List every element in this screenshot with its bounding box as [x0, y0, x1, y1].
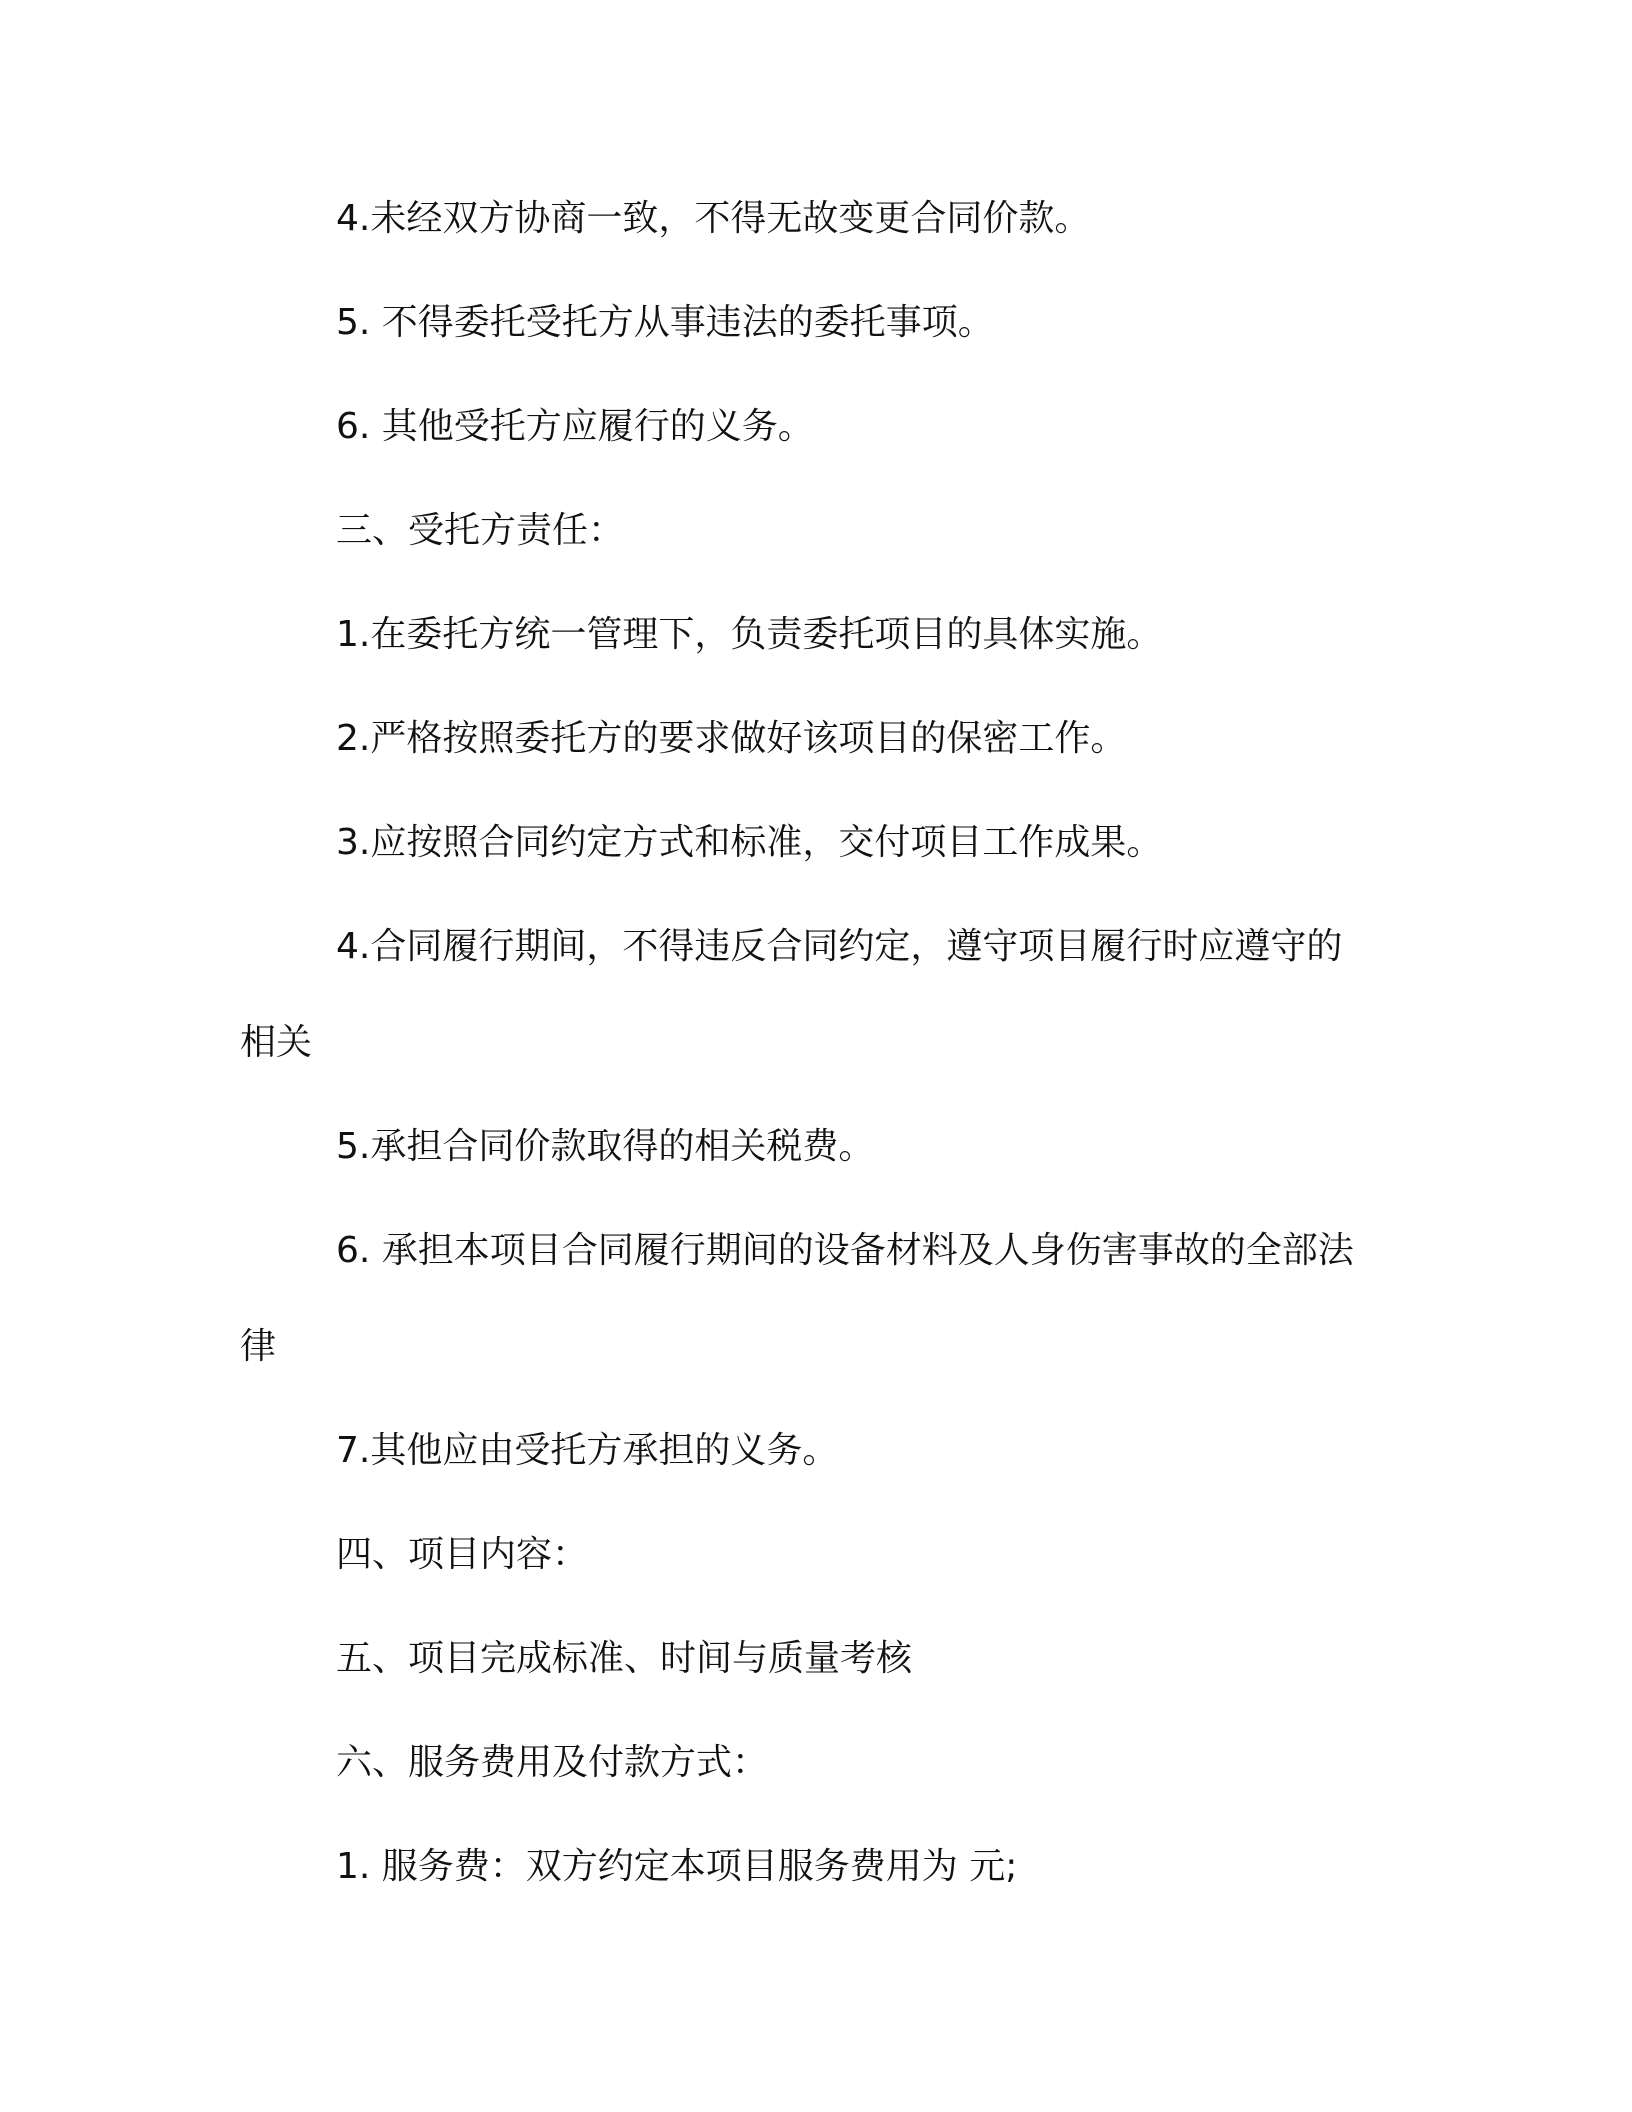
paragraph-responsibility-6: 6. 承担本项目合同履行期间的设备材料及人身伤害事故的全部法	[336, 1230, 1354, 1271]
paragraph-fee-1: 1. 服务费：双方约定本项目服务费用为 元;	[336, 1846, 1018, 1887]
document-body	[240, 180, 1380, 1932]
paragraph-obligation-4: 4.未经双方协商一致，不得无故变更合同价款。	[336, 198, 1091, 239]
section-heading-4: 四、项目内容：	[336, 1534, 589, 1575]
paragraph-responsibility-6-continued: 律	[240, 1326, 277, 1367]
paragraph-responsibility-4-continued: 相关	[240, 1022, 313, 1063]
paragraph-responsibility-1: 1.在委托方统一管理下，负责委托项目的具体实施。	[336, 614, 1163, 655]
paragraph-responsibility-7: 7.其他应由受托方承担的义务。	[336, 1430, 839, 1471]
section-heading-3: 三、受托方责任：	[336, 510, 625, 551]
section-heading-6: 六、服务费用及付款方式：	[336, 1742, 769, 1783]
paragraph-responsibility-2: 2.严格按照委托方的要求做好该项目的保密工作。	[336, 718, 1127, 759]
paragraph-obligation-5: 5. 不得委托受托方从事违法的委托事项。	[336, 302, 994, 343]
section-heading-5: 五、项目完成标准、时间与质量考核	[336, 1638, 913, 1679]
paragraph-responsibility-4: 4.合同履行期间，不得违反合同约定，遵守项目履行时应遵守的	[336, 926, 1343, 967]
paragraph-responsibility-3: 3.应按照合同约定方式和标准，交付项目工作成果。	[336, 822, 1163, 863]
paragraph-responsibility-5: 5.承担合同价款取得的相关税费。	[336, 1126, 875, 1167]
paragraph-obligation-6: 6. 其他受托方应履行的义务。	[336, 406, 814, 447]
